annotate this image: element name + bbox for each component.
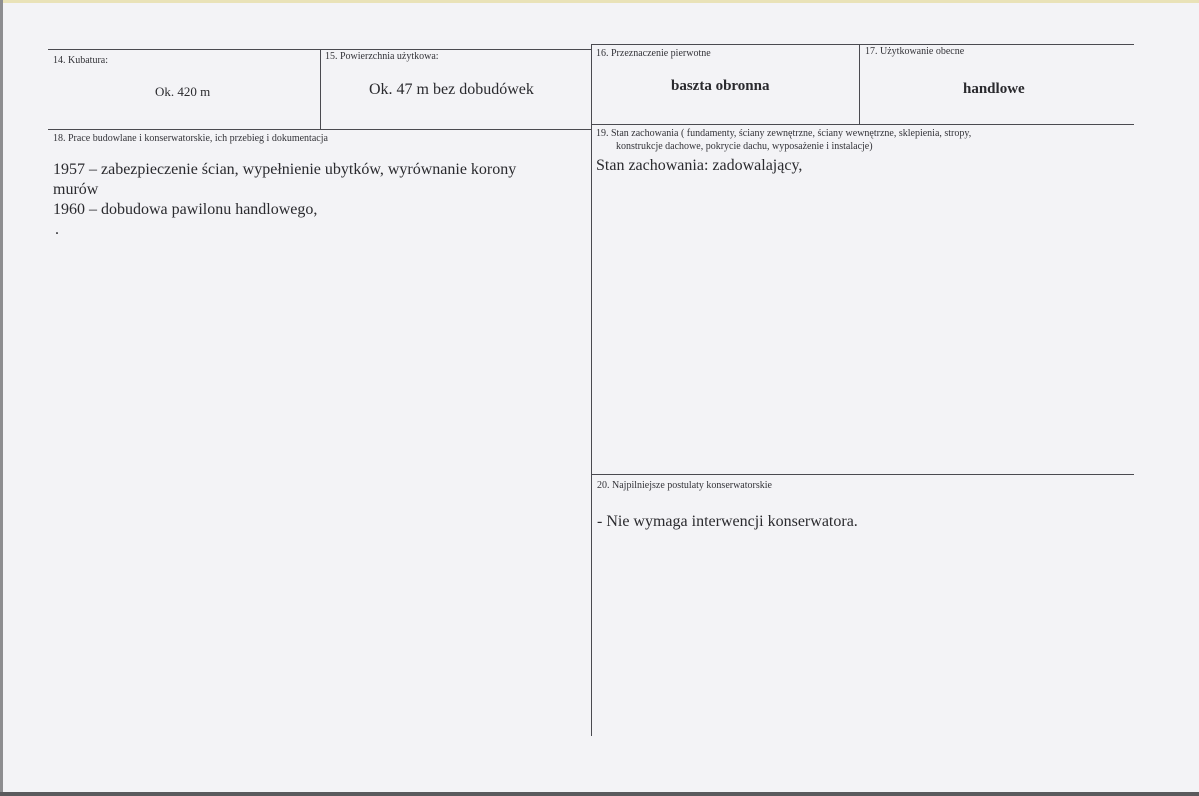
prace-line-4: . — [55, 221, 59, 238]
row-separator-19-20 — [591, 474, 1134, 475]
stan-label-line-2: konstrukcje dachowe, pokrycie dachu, wyposażenie i instalacje) — [616, 141, 873, 152]
powierzchnia-label: 15. Powierzchnia użytkowa: — [325, 51, 439, 62]
uzytkowanie-label: 17. Użytkowanie obecne — [865, 46, 965, 57]
uzytkowanie-value: handlowe — [963, 81, 1025, 97]
stan-label-line-1: 19. Stan zachowania ( fundamenty, ściany zewnętrzne, ściany wewnętrzne, sklepienia, stropy, — [596, 128, 972, 139]
kubatura-value: Ok. 420 m — [155, 84, 211, 99]
top-row-top-border-right — [591, 44, 1134, 45]
postulaty-label: 20. Najpilniejsze postulaty konserwatorskie — [597, 480, 772, 491]
prace-label: 18. Prace budowlane i konserwatorskie, ich przebieg i dokumentacja — [53, 133, 328, 144]
row-separator-left — [48, 129, 591, 130]
paper-top-edge — [0, 0, 1199, 3]
prace-line-2: murów — [53, 181, 99, 198]
paper-bottom-edge — [0, 792, 1199, 796]
stan-value: Stan zachowania: zadowalający, — [596, 157, 803, 174]
row-separator-right — [591, 124, 1134, 125]
przeznaczenie-label: 16. Przeznaczenie pierwotne — [596, 48, 711, 59]
powierzchnia-value: Ok. 47 m bez dobudówek — [369, 81, 534, 98]
kubatura-label: 14. Kubatura: — [53, 55, 108, 66]
prace-line-1: 1957 – zabezpieczenie ścian, wypełnienie ubytków, wyrównanie korony — [53, 161, 517, 178]
prace-line-3: 1960 – dobudowa pawilonu handlowego, — [53, 201, 318, 218]
divider-16-17 — [859, 44, 860, 124]
divider-15-16 — [591, 44, 592, 736]
paper-left-edge — [0, 0, 3, 796]
divider-14-15 — [320, 49, 321, 129]
postulaty-value: - Nie wymaga interwencji konserwatora. — [597, 513, 858, 530]
przeznaczenie-value: baszta obronna — [671, 78, 770, 94]
